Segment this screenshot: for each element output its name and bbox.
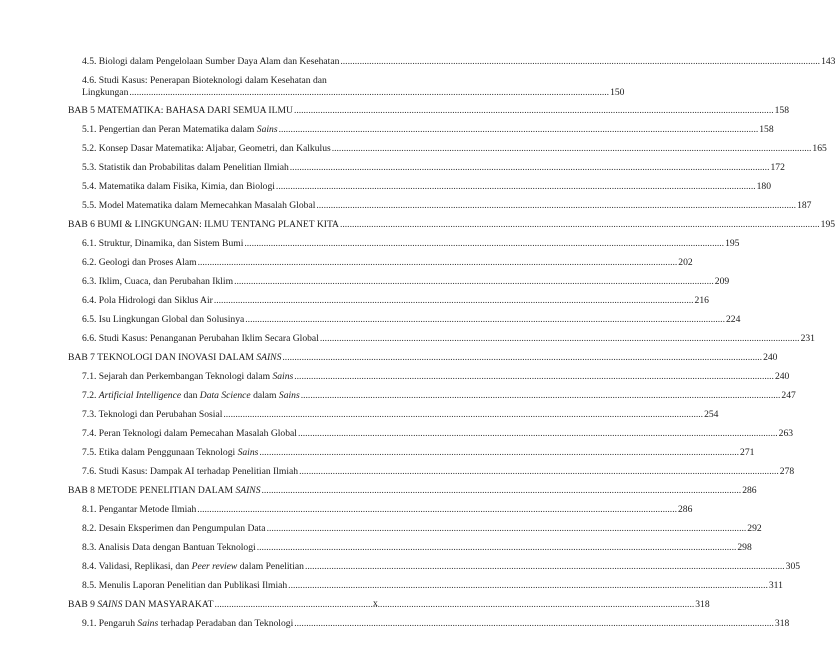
toc-leader-dots: [214, 295, 694, 307]
toc-leader-dots: [257, 542, 737, 554]
toc-entry-title: 7.2. Artificial Intelligence dan Data Science dalam Sains: [82, 390, 300, 401]
toc-page-number: 195: [820, 219, 835, 230]
toc-page-number: 318: [774, 618, 790, 629]
toc-entry-title: BAB 5 MATEMATIKA: BAHASA DARI SEMUA ILMU: [68, 105, 293, 116]
toc-subentry[interactable]: [82, 124, 774, 136]
toc-page-number: 240: [763, 352, 778, 363]
toc-leader-dots: [267, 523, 747, 535]
toc-subentry[interactable]: [82, 333, 815, 345]
toc-page-number: 158: [774, 105, 790, 116]
toc-subentry[interactable]: [82, 162, 785, 174]
toc-page-number: 271: [740, 447, 755, 458]
toc-subentry[interactable]: [82, 523, 762, 535]
toc-chapter[interactable]: [68, 219, 835, 231]
toc-subentry[interactable]: [82, 56, 835, 68]
toc-page-number: 195: [725, 238, 740, 249]
toc-entry-title: 9.1. Pengaruh Sains terhadap Peradaban dan Teknologi: [82, 618, 294, 629]
toc-page-number: 187: [797, 200, 812, 211]
toc-page-number: 180: [756, 181, 771, 192]
toc-subentry[interactable]: [82, 181, 771, 193]
toc-page-number: 172: [770, 162, 785, 173]
toc-page-number: 286: [677, 504, 693, 515]
toc-subentry[interactable]: [82, 314, 741, 326]
toc-leader-dots: [299, 466, 779, 478]
toc-entry-title: 7.3. Teknologi dan Perubahan Sosial: [82, 409, 223, 420]
toc-page-number: 158: [759, 124, 774, 135]
page-number: x: [373, 598, 378, 609]
toc-subentry[interactable]: [82, 200, 812, 212]
toc-leader-dots: [198, 257, 678, 269]
toc-page-number: 231: [800, 333, 815, 344]
toc-entry-title: 6.2. Geologi dan Proses Alam: [82, 257, 197, 268]
toc-entry-title: 8.3. Analisis Data dengan Bantuan Teknologi: [82, 542, 256, 553]
toc-entry-title: 7.5. Etika dalam Penggunaan Teknologi Sains: [82, 447, 259, 458]
toc-entry-title: 7.1. Sejarah dan Perkembangan Teknologi dalam Sains: [82, 371, 294, 382]
toc-page-number: 278: [779, 466, 795, 477]
toc-leader-dots: [301, 390, 781, 402]
toc-subentry[interactable]: [82, 390, 796, 402]
toc-subentry[interactable]: [82, 371, 790, 383]
toc-page-number: 318: [695, 599, 710, 610]
toc-subentry[interactable]: [82, 409, 719, 421]
toc-subentry[interactable]: [82, 75, 625, 99]
toc-entry-title: BAB 8 METODE PENELITIAN DALAM SAINS: [68, 485, 261, 496]
toc-subentry[interactable]: [82, 618, 790, 630]
toc-chapter[interactable]: [68, 485, 757, 497]
toc-entry-title-line1: 4.6. Studi Kasus: Penerapan Bioteknologi dalam Kesehatan dan: [82, 75, 327, 86]
toc-subentry[interactable]: [82, 580, 783, 592]
toc-leader-dots: [305, 561, 785, 573]
toc-subentry[interactable]: [82, 238, 740, 250]
toc-leader-dots: [259, 447, 739, 459]
toc-entry-title: BAB 6 BUMI & LINGKUNGAN: ILMU TENTANG PLANET KITA: [68, 219, 339, 230]
toc-page-number: 305: [785, 561, 801, 572]
toc-chapter[interactable]: [68, 105, 790, 117]
toc-entry-title: 8.5. Menulis Laporan Penelitian dan Publikasi Ilmiah: [82, 580, 288, 591]
toc-page-number: 224: [725, 314, 741, 325]
toc-entry-title: 6.3. Iklim, Cuaca, dan Perubahan Iklim: [82, 276, 234, 287]
toc-leader-dots: [197, 504, 677, 516]
toc-page-number: 286: [742, 485, 757, 496]
toc-subentry[interactable]: [82, 447, 755, 459]
toc-subentry[interactable]: [82, 504, 693, 516]
toc-page-number: 202: [678, 257, 693, 268]
toc-entry-title: Lingkungan: [82, 87, 129, 98]
toc-page-number: 150: [610, 87, 625, 98]
toc-page-number: 165: [812, 143, 827, 154]
toc-subentry[interactable]: [82, 466, 795, 478]
toc-leader-dots: [340, 219, 820, 231]
toc-entry-title: BAB 9 SAINS DAN MASYARAKAT: [68, 599, 214, 610]
toc-leader-dots: [262, 485, 742, 497]
toc-page-number: 292: [747, 523, 762, 534]
toc-entry-title: 6.1. Struktur, Dinamika, dan Sistem Bumi: [82, 238, 244, 249]
toc-entry-title: 5.1. Pengertian dan Peran Matematika dalam Sains: [82, 124, 278, 135]
toc-leader-dots: [332, 143, 812, 155]
toc-page-number: 143: [821, 56, 835, 67]
toc-page-number: 298: [737, 542, 752, 553]
toc-leader-dots: [294, 371, 774, 383]
toc-entry-title: 5.2. Konsep Dasar Matematika: Aljabar, Geometri, dan Kalkulus: [82, 143, 331, 154]
toc-leader-dots: [298, 428, 778, 440]
toc-leader-dots: [340, 56, 820, 68]
toc-entry-title: 7.4. Peran Teknologi dalam Pemecahan Masalah Global: [82, 428, 297, 439]
toc-page-number: 209: [714, 276, 730, 287]
toc-subentry[interactable]: [82, 561, 801, 573]
toc-leader-dots: [290, 162, 770, 174]
toc-page-number: 254: [704, 409, 719, 420]
toc-subentry[interactable]: [82, 257, 693, 269]
toc-leader-dots: [316, 200, 796, 212]
toc-entry-title: 6.6. Studi Kasus: Penanganan Perubahan Iklim Secara Global: [82, 333, 319, 344]
toc-chapter[interactable]: [68, 352, 778, 364]
toc-entry-title: 8.2. Desain Eksperimen dan Pengumpulan Data: [82, 523, 266, 534]
toc-leader-dots: [245, 314, 725, 326]
toc-leader-dots: [234, 276, 714, 288]
toc-subentry[interactable]: [82, 295, 709, 307]
toc-leader-dots: [320, 333, 800, 345]
toc-page-number: 311: [768, 580, 783, 591]
toc-leader-dots: [294, 105, 774, 117]
toc-leader-dots: [129, 87, 609, 99]
toc-page-number: 240: [774, 371, 790, 382]
toc-entry-title: 6.4. Pola Hidrologi dan Siklus Air: [82, 295, 213, 306]
toc-entry-title: 8.4. Validasi, Replikasi, dan Peer review dalam Penelitian: [82, 561, 304, 572]
toc-page-number: 216: [694, 295, 709, 306]
toc-entry-title: 6.5. Isu Lingkungan Global dan Solusinya: [82, 314, 245, 325]
toc-entry-title: 8.1. Pengantar Metode Ilmiah: [82, 504, 197, 515]
toc-leader-dots: [294, 618, 774, 630]
toc-subentry[interactable]: [82, 542, 752, 554]
toc-entry-title: 7.6. Studi Kasus: Dampak AI terhadap Penelitian Ilmiah: [82, 466, 299, 477]
toc-subentry[interactable]: [82, 276, 730, 288]
toc-leader-dots: [276, 181, 756, 193]
toc-entry-title: BAB 7 TEKNOLOGI DAN INOVASI DALAM SAINS: [68, 352, 282, 363]
toc-page-number: 247: [781, 390, 796, 401]
toc-entry-title: 5.5. Model Matematika dalam Memecahkan Masalah Global: [82, 200, 316, 211]
toc-leader-dots: [244, 238, 724, 250]
toc-entry-title: 5.4. Matematika dalam Fisika, Kimia, dan Biologi: [82, 181, 275, 192]
toc-page-number: 263: [778, 428, 794, 439]
toc-entry-title: 4.5. Biologi dalam Pengelolaan Sumber Daya Alam dan Kesehatan: [82, 56, 340, 67]
toc-leader-dots: [215, 599, 695, 611]
toc-subentry[interactable]: [82, 143, 827, 155]
toc-leader-dots: [282, 352, 762, 364]
toc-entry-title: 5.3. Statistik dan Probabilitas dalam Penelitian Ilmiah: [82, 162, 289, 173]
toc-leader-dots: [279, 124, 759, 136]
toc-chapter[interactable]: [68, 599, 710, 611]
toc-leader-dots: [288, 580, 768, 592]
toc-leader-dots: [223, 409, 703, 421]
toc-subentry[interactable]: [82, 428, 794, 440]
